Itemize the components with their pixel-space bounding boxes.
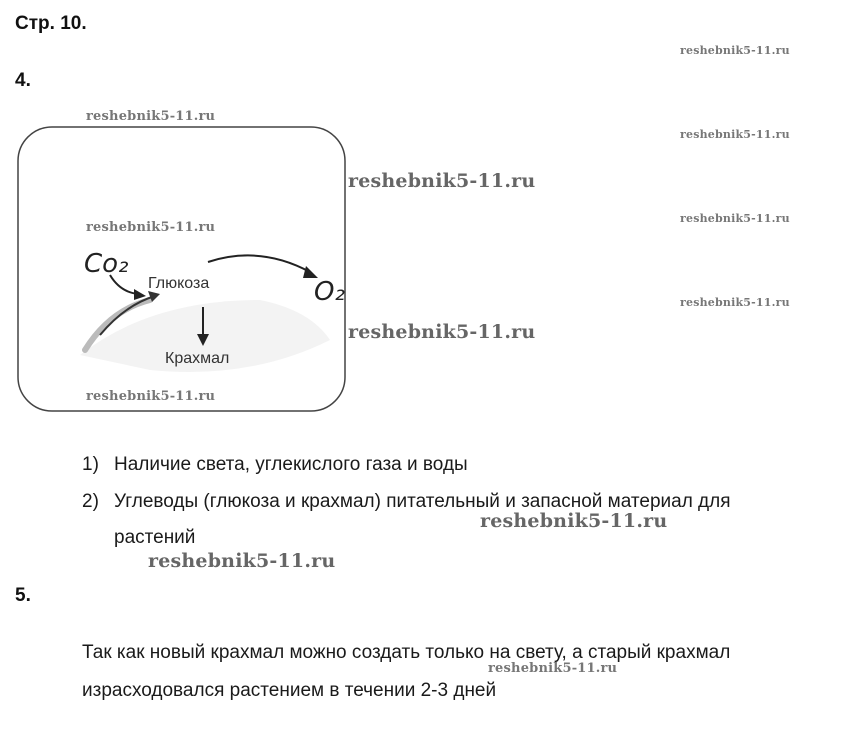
watermark: reshebnik5-11.ru	[480, 510, 668, 532]
answer-2-text-line-1: Углеводы (глюкоза и крахмал) питательный и запасной материал для	[114, 491, 731, 512]
page-heading: Стр. 10.	[15, 13, 87, 34]
watermark: reshebnik5-11.ru	[488, 661, 618, 676]
watermark: reshebnik5-11.ru	[680, 296, 790, 309]
starch-label: Крахмал	[165, 350, 230, 367]
glucose-label: Глюкоза	[148, 275, 210, 292]
task-5-line-1: Так как новый крахмал можно создать только на свету, а старый крахмал	[82, 642, 731, 663]
task-5-line-2: израсходовался растением в течении 2-3 дней	[82, 680, 497, 701]
task-4-number: 4.	[15, 70, 31, 91]
co2-handwritten: Co₂	[84, 249, 129, 279]
task-5-number: 5.	[15, 585, 31, 606]
watermark: reshebnik5-11.ru	[148, 550, 336, 572]
watermark: reshebnik5-11.ru	[348, 321, 536, 343]
answer-1-text: Наличие света, углекислого газа и воды	[114, 454, 468, 475]
o2-handwritten: O₂	[314, 277, 345, 307]
answer-2-text-line-2: растений	[114, 527, 196, 548]
watermark: reshebnik5-11.ru	[680, 128, 790, 141]
watermark: reshebnik5-11.ru	[680, 212, 790, 225]
watermark: reshebnik5-11.ru	[86, 220, 216, 235]
watermark: reshebnik5-11.ru	[680, 44, 790, 57]
watermark: reshebnik5-11.ru	[86, 389, 216, 404]
watermark: reshebnik5-11.ru	[348, 170, 536, 192]
answer-2-marker: 2)	[82, 491, 99, 512]
watermark: reshebnik5-11.ru	[86, 109, 216, 124]
answer-1-marker: 1)	[82, 454, 99, 475]
